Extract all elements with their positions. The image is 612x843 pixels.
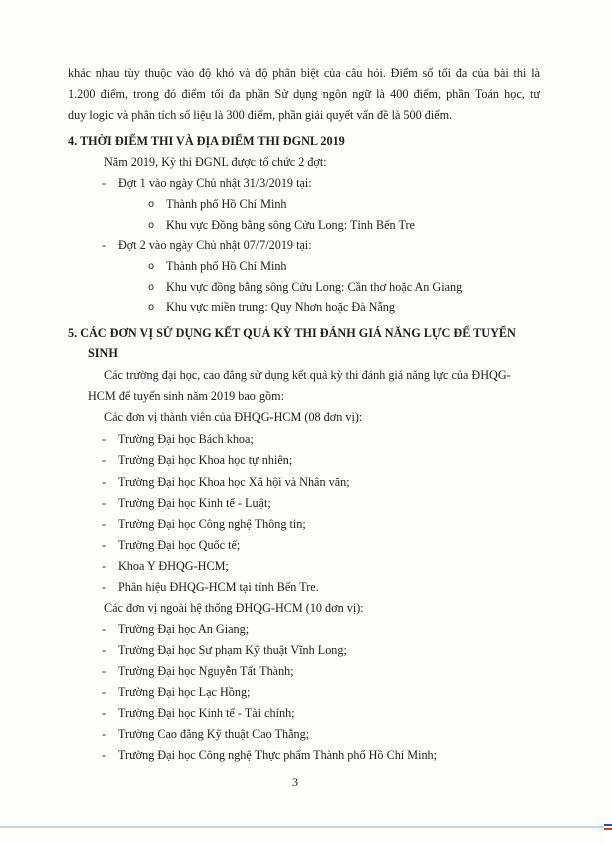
member-item-8: Phân hiệu ĐHQG-HCM tại tỉnh Bến Tre. bbox=[118, 580, 319, 594]
round-2-item-1: Thành phố Hồ Chí Minh bbox=[166, 259, 287, 273]
outside-item-7: Trường Đại học Công nghệ Thực phẩm Thành phố Hồ Chí Minh; bbox=[118, 748, 438, 762]
member-marker-7: - bbox=[102, 559, 107, 573]
page-number: 3 bbox=[292, 775, 298, 789]
round-2-label: Đợt 2 vào ngày Chủ nhật 07/7/2019 tại: bbox=[118, 238, 312, 252]
round-1-bullet-2: o bbox=[148, 220, 155, 231]
round-2-bullet-3: o bbox=[148, 302, 155, 313]
member-item-4: Trường Đại học Kinh tế - Luật; bbox=[118, 496, 271, 510]
round-1-item-2: Khu vực Đồng bằng sông Cửu Long: Tỉnh Bến Tre bbox=[166, 218, 415, 232]
round-1-label: Đợt 1 vào ngày Chủ nhật 31/3/2019 tại: bbox=[118, 176, 312, 190]
outside-item-4: Trường Đại học Lạc Hồng; bbox=[118, 685, 251, 699]
scan-edge-mark bbox=[604, 822, 612, 843]
section-5-heading-line-1: 5. CÁC ĐƠN VỊ SỬ DỤNG KẾT QUẢ KỲ THI ĐÁNH GIÁ NĂNG LỰC ĐỂ TUYỂN bbox=[68, 326, 516, 340]
member-item-5: Trường Đại học Công nghệ Thông tin; bbox=[118, 517, 306, 531]
section-4-intro: Năm 2019, Kỳ thi ĐGNL được tổ chức 2 đợt: bbox=[104, 155, 327, 169]
member-item-7: Khoa Y ĐHQG-HCM; bbox=[118, 559, 229, 573]
round-2-item-3: Khu vực miền trung: Quy Nhơn hoặc Đà Nẵng bbox=[166, 300, 395, 314]
member-item-3: Trường Đại học Khoa học Xã hội và Nhân văn; bbox=[118, 475, 350, 489]
members-intro: Các đơn vị thành viên của ĐHQG-HCM (08 đơn vị): bbox=[104, 410, 363, 424]
outside-marker-3: - bbox=[102, 664, 107, 678]
member-marker-1: - bbox=[102, 432, 107, 446]
member-marker-6: - bbox=[102, 538, 107, 552]
scan-edge-line bbox=[0, 826, 612, 828]
outside-marker-4: - bbox=[102, 685, 107, 699]
intro-line-3: duy logic và phân tích số liệu là 300 điểm, phần giải quyết vấn đề là 500 điểm. bbox=[68, 108, 453, 122]
outside-item-1: Trường Đại học An Giang; bbox=[118, 622, 250, 636]
round-2-bullet-2: o bbox=[148, 282, 155, 293]
member-marker-5: - bbox=[102, 517, 107, 531]
member-marker-2: - bbox=[102, 453, 107, 467]
member-marker-4: - bbox=[102, 496, 107, 510]
outside-item-3: Trường Đại học Nguyễn Tất Thành; bbox=[118, 664, 294, 678]
round-2-marker: - bbox=[102, 238, 107, 252]
outside-marker-6: - bbox=[102, 727, 107, 741]
outside-item-5: Trường Đại học Kinh tế - Tài chính; bbox=[118, 706, 295, 720]
round-1-marker: - bbox=[102, 176, 107, 190]
outside-item-2: Trường Đại học Sư phạm Kỹ thuật Vĩnh Long; bbox=[118, 643, 347, 657]
round-2-item-2: Khu vực đồng bằng sông Cửu Long: Cần thơ hoặc An Giang bbox=[166, 280, 463, 294]
section-5-para-line-2: HCM để tuyển sinh năm 2019 bao gồm: bbox=[88, 389, 284, 403]
section-5-para-line-1: Các trường đại học, cao đẳng sử dụng kết quả kỳ thi đánh giá năng lực của ĐHQG- bbox=[104, 368, 511, 382]
member-marker-3: - bbox=[102, 475, 107, 489]
round-2-bullet-1: o bbox=[148, 261, 155, 272]
round-1-item-1: Thành phố Hồ Chí Minh bbox=[166, 197, 287, 211]
outside-intro: Các đơn vị ngoài hệ thống ĐHQG-HCM (10 đơn vị): bbox=[104, 601, 364, 615]
member-marker-8: - bbox=[102, 580, 107, 594]
intro-line-2: 1.200 điểm, trong đó điểm tối đa phần Sử dụng ngôn ngữ là 400 điểm, phần Toán học, tư bbox=[68, 87, 540, 101]
outside-marker-2: - bbox=[102, 643, 107, 657]
section-4-heading: 4. THỜI ĐIỂM THI VÀ ĐỊA ĐIỂM THI ĐGNL 2019 bbox=[68, 134, 345, 148]
section-5-heading-line-2: SINH bbox=[88, 346, 118, 360]
outside-marker-1: - bbox=[102, 622, 107, 636]
member-item-1: Trường Đại học Bách khoa; bbox=[118, 432, 254, 446]
outside-marker-5: - bbox=[102, 706, 107, 720]
outside-marker-7: - bbox=[102, 748, 107, 762]
outside-item-6: Trường Cao đẳng Kỹ thuật Cao Thắng; bbox=[118, 727, 310, 741]
member-item-2: Trường Đại học Khoa học tự nhiên; bbox=[118, 453, 293, 467]
round-1-bullet-1: o bbox=[148, 199, 155, 210]
member-item-6: Trường Đại học Quốc tế; bbox=[118, 538, 241, 552]
intro-line-1: khác nhau tùy thuộc vào độ khó và độ phân biệt của câu hỏi. Điểm số tối đa của bài thi là bbox=[68, 66, 540, 80]
